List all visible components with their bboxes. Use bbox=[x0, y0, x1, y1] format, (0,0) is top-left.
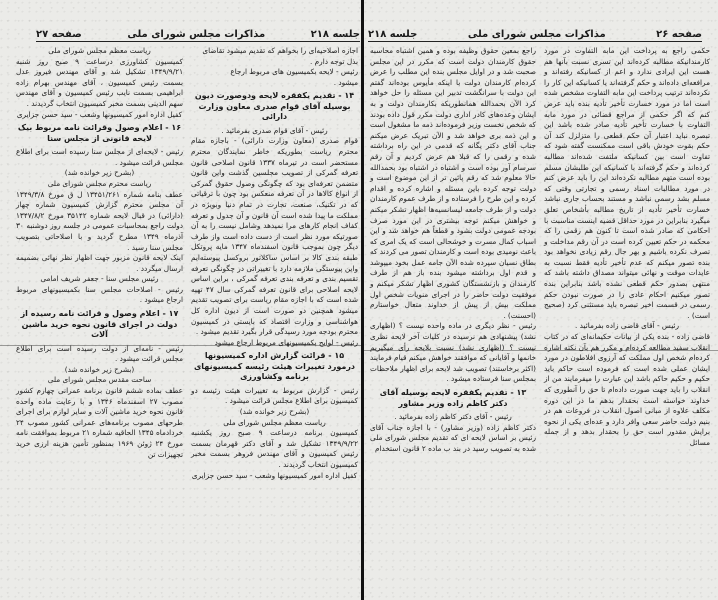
column-left bbox=[370, 46, 536, 454]
paragraph: اینک لایحه قانون مزبور جهت اظهار نظر نهائی بضمیمه ارسال میگردد . bbox=[16, 253, 183, 273]
speaker-line: رئیس - آقای قوام صدری بفرمائید . bbox=[221, 125, 328, 135]
speaker-line: رئیس - آقای قاضی زاده بفرمائید . bbox=[575, 321, 679, 331]
signature: رئیس مجلس سنا - جعفر شریف امامی bbox=[40, 274, 159, 284]
paragraph: دکتر کاظم زاده (وزیر مشاور) - با اجازه جناب آقای رئیس بر اساس لایحه ای که تقدیم مجلس شورای ملی شده به تصویب رسید در بند ب ماده ۲ قانون استخدام bbox=[370, 422, 536, 453]
paragraph: عطف بماده ششم قانون برنامه عمرانی چهارم کشور مصوب ۲۷ اسفندماه ۱۳۴۶ و با رعایت ماده واحده قانون نحوه خرید ماشین آلات و سایر لوازم برای اجرای طرحهای مصوب برنامه‌های عمرانی کشور مصوب ۲۴ خردادماه ۱۳۴۵ الحاقیه شماره ۲۱ مربوط بموافقت نامه مورخ ۲۴ ژوئن ۱۹۶۹ بمنظور تأمین هزینه ارزی خرید تجهیزات تن bbox=[16, 385, 183, 459]
text-columns bbox=[16, 46, 358, 481]
session-label: جلسه ۲۱۸ bbox=[310, 29, 360, 40]
salutation: ریاست محترم مجلس شورای ملی bbox=[47, 178, 152, 188]
speaker-line: رئیس - لایحه بکمیسیون های مربوط ارجاع bbox=[230, 67, 358, 77]
column-left bbox=[16, 46, 183, 481]
paragraph: حکمی راجع به پرداخت این مابه التفاوت در مورد کارمندانیکه مطالبه کرده‌اند این تسری نسبت بآنها هم هست این ایرادی ندارد و اعم از کسانیکه رفته‌اند و مرافعه‌ای داده‌اند و حکم گرفته‌اند یا کسانیکه این کار را نکرده‌اند ترتیب پرداخت این مابه التفاوت مشخص شده است اما در مورد خسارت تأخیر تأدیه بنده باید عرض کنم که اگر حکمی از مراجع قضائی در مورد مابه التفاوت با خسارت تأخیر تأدیه صادر شده باشد این تبصره نباید اعتبار آن حکم قطعی را متزلزل کند آن حکم بقوت خودش باقی است ممکنست گفته شود که تفاوت است بین کسانیکه ملتفت شده‌اند مطالبه کرده‌اند و حکم گرفته‌اند با کسانیکه این طلبشان مسلم بوده است متهم مطالبه نکرده‌اند این را باید عرض کنم در مورد مطالبات اسناد رسمی و تجارتی وقتی که مسلم بشد رسمی نباشد و مستند بحساب جاری نباشد خسارت تأخیر تأدیه از تاریخ مطالبه بأشخاص تعلق میگیرد بنابراین در مورد حداقل قضیه اینست مناسبت با احکامی که صادر شده است تا کنون هم رقمی را که محکمه در حکم تعیین کرده است در آن رقم مداخلت و تصرف نکرده باشیم و بهر حال رقم زیادی نخواهد بود بنده تصور میکنم که عدم تأخیر تأدیه فقط نسبت به عایدات موقت و نهائی میتواند مصداق داشته باشد که منتهی بصدور حکم قطعی نشده باشد بنابراین بنده تصور میکنیم احکام عادی را در صورت نبودن حکم رسمی در قسمت اخیر تبصره باید مستثنی کرد (صحیح است) . bbox=[544, 46, 710, 320]
speaker-line: رئیس - آقای دکتر کاظم زاده بفرمائید . bbox=[394, 412, 512, 421]
salutation: ریاست معظم مجلس شورای ملی bbox=[223, 417, 326, 427]
column-right bbox=[191, 46, 358, 481]
page-title: مذاکرات مجلس شورای ملی bbox=[127, 29, 266, 40]
speaker-line: رئیس - لایحه‌ای از مجلس سنا رسیده است برای اطلاع مجلس قرائت میشود . bbox=[16, 147, 183, 167]
speaker-line: رئیس - لوایح بکمیسیونهای مربوط ارجاع میشود bbox=[214, 337, 358, 347]
paragraph: راجع بمعین حقوق وظیفه بوده و همین اشتباه محاسبه حقوق کارمندان دولت است که مکرر در این مجلس صحبت شد و در اوایل مجلس بنده این مطلب را عرض کرده‌ام کارمندان دولت با اینکه مأیوس بوده‌اند گفتم این دولت با سرانگشت تدبیر این مسئله را حل خواهد کرد الآن بحمدالله همانطوریکه بکارمندان دولت و به ایشان وعده‌های کادر اداری دولت مکرر قول داده بودند که شخص نخست وزیر فرموده‌اند ذمه ما مشغول است و این ذمه بری خواهد شد و الآن تبریک عرض میکنم جناب آقای دکتر یگانه که قدمی در این راه برداشته شده و رقمی را که قبلا هم عرض کردیم و آن رقم سرسام آور بوده است و اشتباه در اشتباه بود بحمدالله حالا معلوم شد که رقم پائین تر از این موضوع است و دولت توجه کرده باین مسئله و اشاره کرده و اقدام کرده و این طرح را فرستاده و از طرف عموم کارمندان دولت و از طرف جامعه لیسانسیه‌ها اظهار تشکر میکنم و خواهش میکنم توجه بیشتری در این مورد صرف بودجه عمومی دولت بشود و قطعاً هم خواهد شد و این اسباب کمال مسرت و خوشحالی است که یک امری که باعث نومیدی بوده است و کارمندان تصور می کردند که بطاق نسیان سپرده شده الآن جامه عمل بخود میپوشد و قدم اول برداشته میشود بنده باز هم از طرف کارمندان و بازنشستگان کشوری اظهار تشکر میکنم و موفقیت دولت حاضر را در اجرای منویات شخص اول مملکت بیش از پیش از خداوند متعال خواستارم (احسنت) . bbox=[369, 46, 536, 320]
paragraph: کمیسیون کشاورزی درساعت ۹ صبح روز شنبه ۱۳۴۹/۹/۲۱ تشکیل شد و آقای مهندس فیروز عدل بسمت رئیس کمیسیون ، آقای مهندس بهرام زاده ابراهیمی بسمت نایب رئیس کمیسیون و آقای مهندس سهم الدینی بسمت مخبر کمیسیون انتخاب گردیدند . bbox=[16, 56, 183, 108]
page-number: صفحه ۲۷ bbox=[36, 29, 82, 40]
paragraph: قوام صدری (معاون وزارت دارائی) - باجازه مقام محترم ریاست بطوریکه خاطر نمایندگان محترم مستحضر است در تیرماه ۱۳۳۷ قانون اصلاحی قانون تعرفه گمرکی از تصویب مجلسین گذشت واین قانون متضمن تعرفه‌ای بود که چگونگی وصول حقوق گمرکی از انواع کالاها در آن تعرفه منعکس بود چون با ترقیاتی که در تکنیک، صنعت، تجارت در تمام دنیا وبویژه در مملکت ما پیدا شده است آن قانون و آن جدول و تعرفه کفاف انجام کارهای مرا نمیدهد وشامل نیست را به آن صورتیکه مورد نظر است از دست داده است واز طرف دیگر چون بموجب قانون اسفندماه ۱۳۴۷ مایه پروتکل طبقه بندی کالا بر اساس ساکلاتور بروکسل پیوسته‌ایم واین پیوستگی ملازمه دارد با تغییراتی در چگونگی تعرفه تقسیم بندی و تعرفه بندی تعرفه گمرکی ، براین اساس لایحه اصلاحی برای قانون تعرفه گمرکی سال ۴۷ تهیه شده است که با اجازه مقام ریاست برای تصویب تقدیم میشود همچنین دو صورت است از دیون اداره کل هواشناسی و وزارت اقتصاد که بایستی در کمیسیون محترم بودجه مورد رسیدگی قرار بگیرد تقدیم میشود . bbox=[191, 136, 359, 337]
page-number: صفحه ۲۶ bbox=[656, 29, 702, 40]
speaker-line: رئیس - گزارش مربوط به تغییرات هیئت رئیسه دو کمیسیون برای اطلاع مجلس قرائت میشود . bbox=[191, 385, 358, 406]
paragraph: کمیسیون برنامه درساعت ۹ صبح روز یکشنبه ۱۳۴۹/۹/۲۲ تشکیل شد و آقای دکتر قهرمان بسمت رئیس کمیسیون و آقای مهندس فروهر بسمت مخبر کمیسیون انتخاب گردیدند . bbox=[191, 428, 358, 469]
page-header bbox=[368, 24, 702, 42]
read-note: (بشرح زیر خوانده شد) bbox=[239, 407, 310, 417]
speaker-line: رئیس - اصلاحات مجلس سنا بکمیسیونهای مربوط ارجاع میشود . bbox=[16, 284, 183, 305]
section-heading: ۱۵ - قرائت گزارش اداره کمیسیونها درمورد تغییرات هیئت رئیسه کمیسیونهای برنامه وکشاورزی bbox=[193, 351, 356, 382]
section-heading: ۱۷ - اعلام وصول و قرائت نامه رسیده از دولت در اجرای قانون نحوه خرید ماشین آلات bbox=[20, 309, 179, 340]
signature: کفیل اداره امور کمیسیونها وشعب - سید حسن جزایری bbox=[16, 109, 183, 119]
paragraph: اجازه اصلاحیه‌ای را بخواهم که تقدیم میشود تقاضای bbox=[202, 46, 358, 55]
section-heading: ۱۳ - تقدیم یکفقره لایحه بوسیله آقای دکتر کاظم زاده وزیر مشاور bbox=[379, 388, 527, 408]
salutation: ریاست معظم مجلس شورای ملی bbox=[48, 46, 151, 55]
read-note: (بشرح زیر خوانده شد) bbox=[64, 168, 135, 178]
salutation: ساحت مقدس مجلس شورای ملی bbox=[47, 375, 152, 385]
paragraph: رئیس - نظر دیگری در ماده واحده نیست ؟ (اظهاری نشد) پیشنهادی هم نرسیده در کلیات آخر لایحه نظری نیست ؟ (اظهاری نشد) نسبت بلایحه رأی میگیریم خانمها و آقایانی که موافقند خواهش میکنم قیام فرمایند (اکثر برخاستند) تصویب شد لایحه برای اظهار ملاحظات بمجلس سنا فرستاده میشود . bbox=[370, 321, 536, 384]
scan-fold-line bbox=[364, 350, 718, 351]
paragraph: قاضی زاده - بنده یکی از بیانات حکیمانه‌ای که در کتاب انقلاب سفید مطالعه کرده‌ام و مکرر هم بآن نکته اشاره کرده‌ام شخص اول مملکت که آرزوی افلاطون در مورد ایشان عملی شده است که فرموده است حاکم باید حکیم و حکیم حاکم باشد این عبارت را میفرمایند من از انقلاب را باید جهت صورت داده‌ام تا حق را آنطوری که خداوند خواسته است بحقدار بدهم ما در این دوره مکلف علاوه از مبانی اصول انقلاب در فروعات هم در بنیم دولت حاضر سعی وافر دارد و عده‌ای یکی از نحوه برایش مقدور است حق را بحقدار بدهد و از جمله مسائل bbox=[544, 332, 710, 447]
speaker-line: رئیس - نامه‌ای از دولت رسیده است برای اطلاع مجلس قرائت میشود . bbox=[16, 343, 183, 364]
section-heading: ۱۶ - اعلام وصول وقرائت نامه مربوط بیک لایحه قانونی از مجلس سنا bbox=[17, 123, 182, 143]
paragraph: بذل توجه دارم . bbox=[310, 56, 358, 66]
column-right bbox=[544, 46, 710, 454]
section-heading: ۱۴ - تقدیم یکفقره لایحه ودوصورت دیون بوسیله آقای قوام صدری معاون وزارت دارائی bbox=[194, 91, 355, 122]
text-columns bbox=[370, 46, 710, 454]
signature: کفیل اداره امور کمیسیونها وشعب - سید حسن جزایری bbox=[191, 470, 358, 480]
session-label: جلسه ۲۱۸ bbox=[368, 29, 418, 40]
paragraph: عطف بنامه شماره ۱۳۴۵۱/۲۶۱ ل ق مورخ ۱۳۴۹/۳/۸ آن مجلس محترم گزارش کمیسیون شماره چهار (دارائی) در قبال لایحه شماره ۳۵۱۴۲ مورخ ۱۳۴۷/۸/۲ دولت راجع بمحاسبات عمومی در جلسه روز دوشنبه ۳۰ آذرماه ۱۳۴۹ مطرح گردید و با اصلاحاتی بتصویب مجلس سنا رسید . bbox=[16, 189, 184, 252]
page-title: مذاکرات مجلس شورای ملی bbox=[467, 29, 606, 40]
page-26 bbox=[364, 0, 718, 600]
scan-fold-line bbox=[0, 345, 362, 346]
page-header bbox=[36, 24, 360, 42]
read-note: (بشرح زیر خوانده شد) bbox=[64, 364, 135, 374]
paragraph: میشود . bbox=[333, 77, 358, 87]
